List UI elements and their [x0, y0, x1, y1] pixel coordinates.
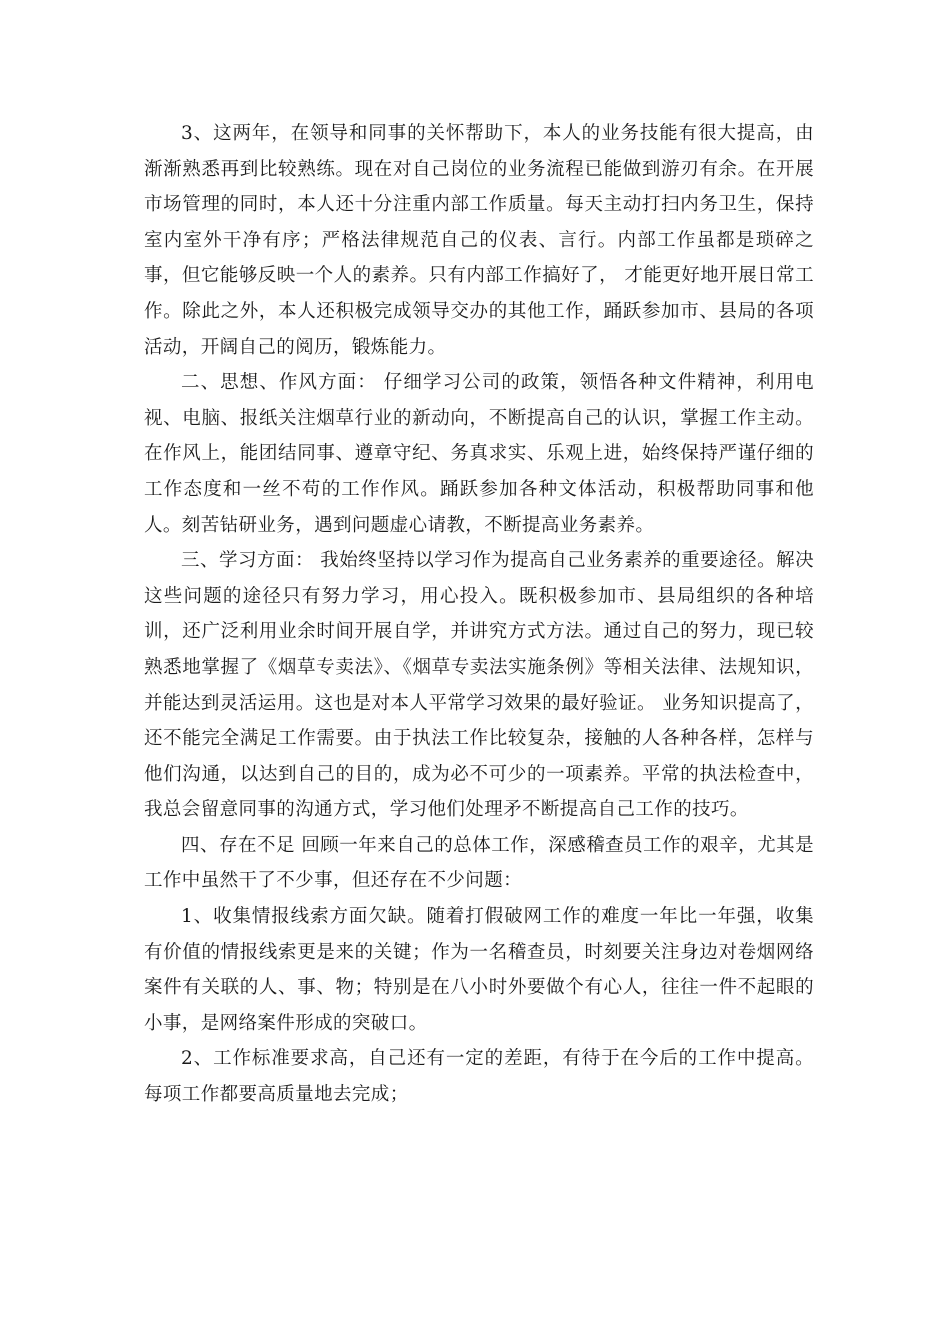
paragraph-shortcoming-2: 2、工作标准要求高，自己还有一定的差距，有待于在今后的工作中提高。每项工作都要高质量地去完成； [144, 1048, 814, 1106]
paragraph-learning: 三、学习方面： 我始终坚持以学习作为提高自己业务素养的重要途径。解决这些问题的途径只有努力学习，用心投入。既积极参加市、县局组织的各种培训，还广泛利用业余时间开展自学，并讲究方式方法。通过自己的努力，现已较熟悉地掌握了《烟草专卖法》、《烟草专卖法实施条例》等相关法律、法规知识，并能达到灵活运用。这也是对本人平常学习效果的最好验证。 业务知识提高了，还不能完全满足工作需要。由于执法工作比较复杂，接触的人各种各样，怎样与他们沟通，以达到自己的目的，成为必不可少的一项素养。平常的执法检查中，我总会留意同事的沟通方式，学习他们处理矛不断提高自己工作的技巧。 [144, 550, 814, 821]
paragraph-shortcoming-1: 1、收集情报线索方面欠缺。随着打假破网工作的难度一年比一年强，收集有价值的情报线索更是来的关键；作为一名稽查员，时刻要关注身边对卷烟网络案件有关联的人、事、物；特别是在八小时外要做个有心人，往往一件不起眼的小事，是网络案件形成的突破口。 [144, 906, 814, 1034]
paragraph-business-skills: 3、这两年，在领导和同事的关怀帮助下，本人的业务技能有很大提高，由渐渐熟悉再到比较熟练。现在对自己岗位的业务流程已能做到游刃有余。在开展市场管理的同时，本人还十分注重内部工作质量。每天主动打扫内务卫生，保持室内室外干净有序；严格法律规范自己的仪表、言行。内部工作虽都是琐碎之事，但它能够反映一个人的素养。只有内部工作搞好了， 才能更好地开展日常工作。除此之外，本人还积极完成领导交办的其他工作，踊跃参加市、县局的各项活动，开阔自己的阅历，锻炼能力。 [144, 123, 814, 358]
paragraph-shortcomings: 四、存在不足 回顾一年来自己的总体工作，深感稽查员工作的艰辛，尤其是工作中虽然干了不少事，但还存在不少问题： [144, 834, 814, 892]
document-body [144, 116, 814, 1113]
paragraph-thought-style: 二、思想、作风方面： 仔细学习公司的政策，领悟各种文件精神，利用电视、电脑、报纸关注烟草行业的新动向，不断提高自己的认识，掌握工作主动。 在作风上，能团结同事、遵章守纪、务真求实、乐观上进，始终保持严谨仔细的工作态度和一丝不苟的工作作风。踊跃参加各种文体活动，积极帮助同事和他人。刻苦钻研业务，遇到问题虚心请教，不断提高业务素养。 [144, 372, 814, 536]
